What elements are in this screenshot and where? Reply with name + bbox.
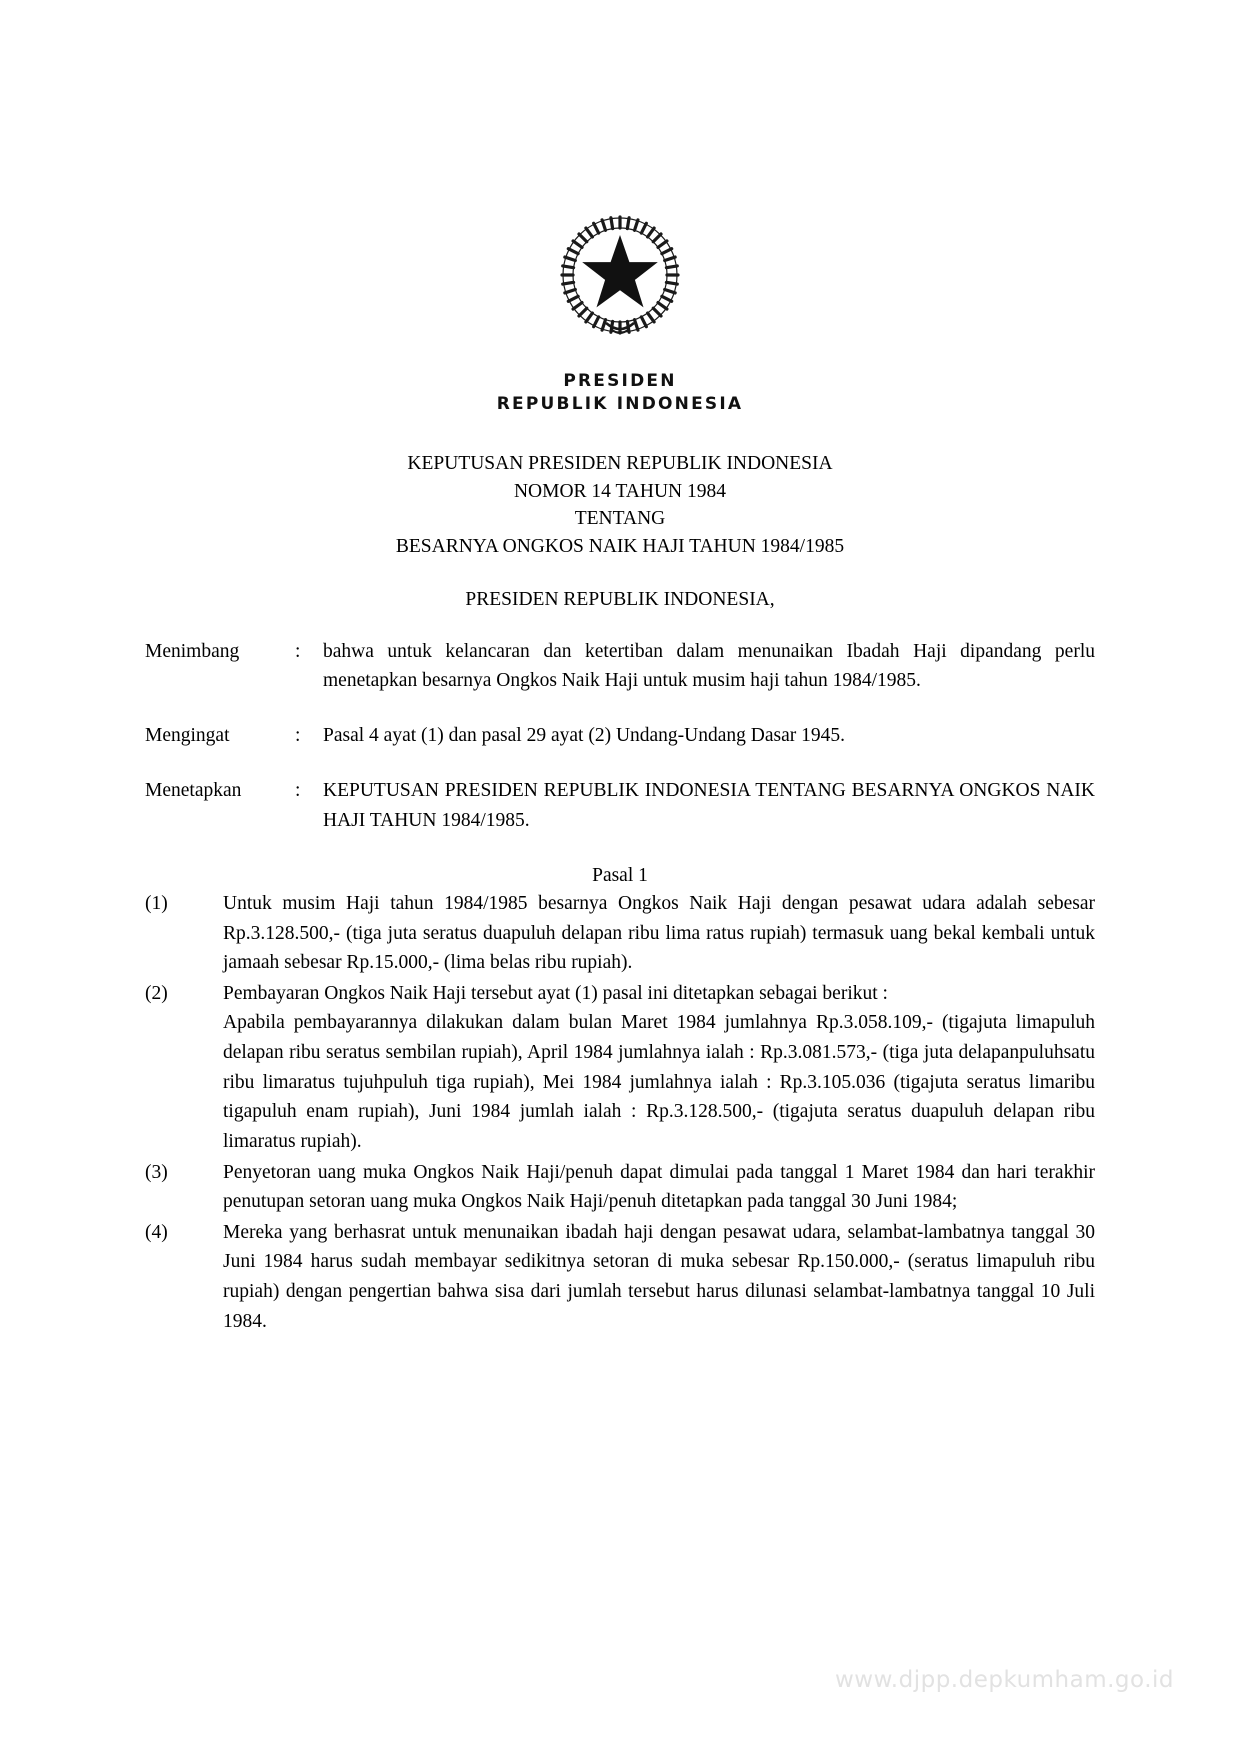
emblem-caption xyxy=(497,370,743,416)
pasal-item-text xyxy=(223,889,1095,978)
pasal-item-number: (2) xyxy=(145,982,168,1004)
pasal-item-text xyxy=(223,979,1095,1157)
clause-colon: : xyxy=(295,640,301,662)
clause-text: Pasal 4 ayat (1) dan pasal 29 ayat (2) Undang-Undang Dasar 1945. xyxy=(323,725,846,747)
clause-menetapkan xyxy=(145,776,1095,835)
title-line-3: TENTANG xyxy=(574,508,666,530)
clause-label: Mengingat xyxy=(145,725,230,747)
garuda-star-emblem-icon xyxy=(538,205,703,360)
pasal-item-paragraph: Mereka yang berhasrat untuk menunaikan ibadah haji dengan pesawat udara, selambat-lambatnya tanggal 30 Juni 1984 harus sudah membayar sedikitnya setoran di muka sebesar Rp.150.000,- (seratus limapuluh ribu rupiah) dengan pengertian bahwa sisa dari jumlah tersebut harus dilunasi selambat-lambatnya tanggal 10 Juli 1984. xyxy=(223,1221,1095,1332)
pasal-item xyxy=(145,889,1095,978)
title-line-4: BESARNYA ONGKOS NAIK HAJI TAHUN 1984/1985 xyxy=(395,535,845,557)
pasal-item-paragraph: Pembayaran Ongkos Naik Haji tersebut ayat (1) pasal ini ditetapkan sebagai berikut : xyxy=(223,982,888,1004)
pasal-item-paragraph: Apabila pembayarannya dilakukan dalam bulan Maret 1984 jumlahnya Rp.3.058.109,- (tigajuta limapuluh delapan ribu seratus sembilan rupiah), April 1984 jumlahnya ialah : Rp.3.081.573,- (tiga juta delapanpuluhsatu ribu limaratus tujuhpuluh tiga rupiah), Mei 1984 jumlahnya ialah : Rp.3.105.036 (tigajuta seratus limaribu tigapuluh enam rupiah), Juni 1984 jumlah ialah : Rp.3.128.500,- (tigajuta seratus duapuluh delapan ribu limaratus rupiah). xyxy=(223,1012,1095,1152)
document-subtitle: PRESIDEN REPUBLIK INDONESIA, xyxy=(465,588,775,610)
pasal-item-number: (1) xyxy=(145,892,168,914)
clause-text: KEPUTUSAN PRESIDEN REPUBLIK INDONESIA TENTANG BESARNYA ONGKOS NAIK HAJI TAHUN 1984/1985. xyxy=(323,780,1095,831)
watermark: www.djpp.depkumham.go.id xyxy=(834,1667,1174,1693)
clause-menimbang xyxy=(145,637,1095,696)
clause-colon: : xyxy=(295,780,301,802)
pasal-item-number: (4) xyxy=(145,1221,168,1243)
title-line-2: NOMOR 14 TAHUN 1984 xyxy=(513,480,727,502)
pasal-item-number: (3) xyxy=(145,1161,168,1183)
emblem-caption-line1: PRESIDEN xyxy=(563,371,677,391)
clause-label: Menimbang xyxy=(145,640,240,662)
emblem-block xyxy=(145,0,1095,416)
pasal-item xyxy=(145,979,1095,1157)
emblem-caption-line2: REPUBLIK INDONESIA xyxy=(496,393,744,414)
pasal-item-text xyxy=(223,1158,1095,1217)
pasal-item-paragraph: Penyetoran uang muka Ongkos Naik Haji/penuh dapat dimulai pada tanggal 1 Maret 1984 dan hari terakhir penutupan setoran uang muka Ongkos Naik Haji/penuh ditetapkan pada tanggal 30 Juni 1984; xyxy=(223,1161,1095,1213)
pasal-heading: Pasal 1 xyxy=(592,864,648,886)
title-line-1: KEPUTUSAN PRESIDEN REPUBLIK INDONESIA xyxy=(407,452,833,474)
clause-colon: : xyxy=(295,725,301,747)
document-title xyxy=(145,450,1095,561)
clause-text: bahwa untuk kelancaran dan ketertiban dalam menunaikan Ibadah Haji dipandang perlu menetapkan besarnya Ongkos Naik Haji untuk musim haji tahun 1984/1985. xyxy=(323,640,1095,691)
pasal-item-paragraph: Untuk musim Haji tahun 1984/1985 besarnya Ongkos Naik Haji dengan pesawat udara adalah sebesar Rp.3.128.500,- (tiga juta seratus duapuluh delapan ribu lima ratus rupiah) termasuk uang bekal kembali untuk jamaah sebesar Rp.15.000,- (lima belas ribu rupiah). xyxy=(223,892,1095,974)
clause-label: Menetapkan xyxy=(145,780,242,802)
pasal-item xyxy=(145,1218,1095,1337)
pasal-item xyxy=(145,1158,1095,1217)
clause-mengingat xyxy=(145,721,1095,750)
pasal-item-text xyxy=(223,1218,1095,1337)
